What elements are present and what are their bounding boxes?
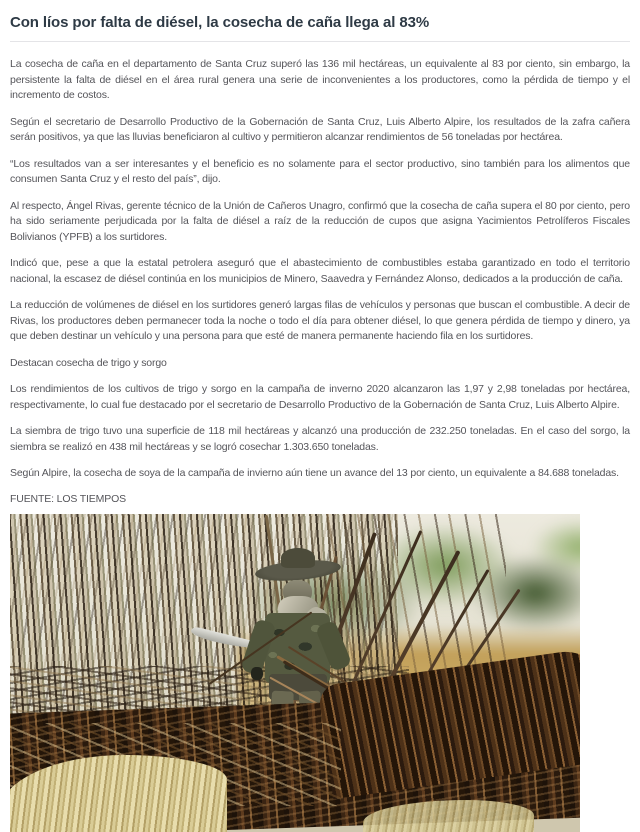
article-paragraph: Según el secretario de Desarrollo Productivo de la Gobernación de Santa Cruz, Luis Alberto Alpire, los resultados de la zafra cañera serán positivos, ya que las lluvias beneficiaron al cultivo y permitieron alcanzar rendimientos de 56 toneladas por hectárea. <box>10 115 630 143</box>
sugarcane-harvest-photo <box>10 514 580 832</box>
article-paragraph: Al respecto, Ángel Rivas, gerente técnico de la Unión de Cañeros Unagro, confirmó que la cosecha de caña supera el 80 por ciento, pero ha sido seriamente perjudicada por la falta de diésel a raíz de la reducción de cupos que asigna Yacimientos Petrolíferos Fiscales Bolivianos (YPFB) a los surtidores. <box>10 199 630 243</box>
worker-hat-crown <box>281 548 315 567</box>
article-paragraph-quote: “Los resultados van a ser interesantes y el beneficio es no solamente para el sector productivo, sino también para los alimentos que consumen Santa Cruz y el resto del país”, dijo. <box>10 157 630 185</box>
article-subheading: Destacan cosecha de trigo y sorgo <box>10 356 167 369</box>
worker-glove <box>251 667 263 680</box>
article-body <box>10 57 630 505</box>
article-paragraph: Según Alpire, la cosecha de soya de la campaña de invierno aún tiene un avance del 13 por ciento, un equivalente a 84.688 toneladas. <box>10 467 619 479</box>
article-paragraph: Los rendimientos de los cultivos de trigo y sorgo en la campaña de inverno 2020 alcanzaron las 1,97 y 2,98 toneladas por hectárea, respectivamente, lo cual fue destacado por el secretario de Desarrollo Productivo de la Gobernación de Santa Cruz, Luis Alberto Alpire. <box>10 383 630 411</box>
article-paragraph: La reducción de volúmenes de diésel en los surtidores generó largas filas de vehículos y personas que buscan el combustible. A decir de Rivas, los productores deben permanecer toda la noche o todo el día para obtener diésel, lo que genera pérdida de tiempo y dinero, ya que deben destinar un vehículo y una persona para que esté de manera permanente haciendo fila en los surtidores. <box>10 299 630 342</box>
article-source: FUENTE: LOS TIEMPOS <box>10 492 126 505</box>
article-paragraph: La siembra de trigo tuvo una superficie de 118 mil hectáreas y alcanzó una producción de 232.250 toneladas. En el caso del sorgo, la siembra se realizó en 438 mil hectáreas y se logró cosechar 1.303.650 toneladas. <box>10 425 630 453</box>
article-title: Con líos por falta de diésel, la cosecha de caña llega al 83% <box>10 12 630 42</box>
article-paragraph: Indicó que, pese a que la estatal petrolera aseguró que el abastecimiento de combustibles estaba garantizado en todo el territorio nacional, la escasez de diésel continúa en los municipios de Minero, Saavedra y Fernández Alonso, dedicados a la producción de caña. <box>10 257 630 285</box>
article-paragraph: La cosecha de caña en el departamento de Santa Cruz superó las 136 mil hectáreas, un equivalente al 83 por ciento, sin embargo, la persistente la falta de diésel en el área rural genera una serie de inconvenientes a los productores, como la pérdida de tiempo y el incremento de costos. <box>10 58 630 101</box>
